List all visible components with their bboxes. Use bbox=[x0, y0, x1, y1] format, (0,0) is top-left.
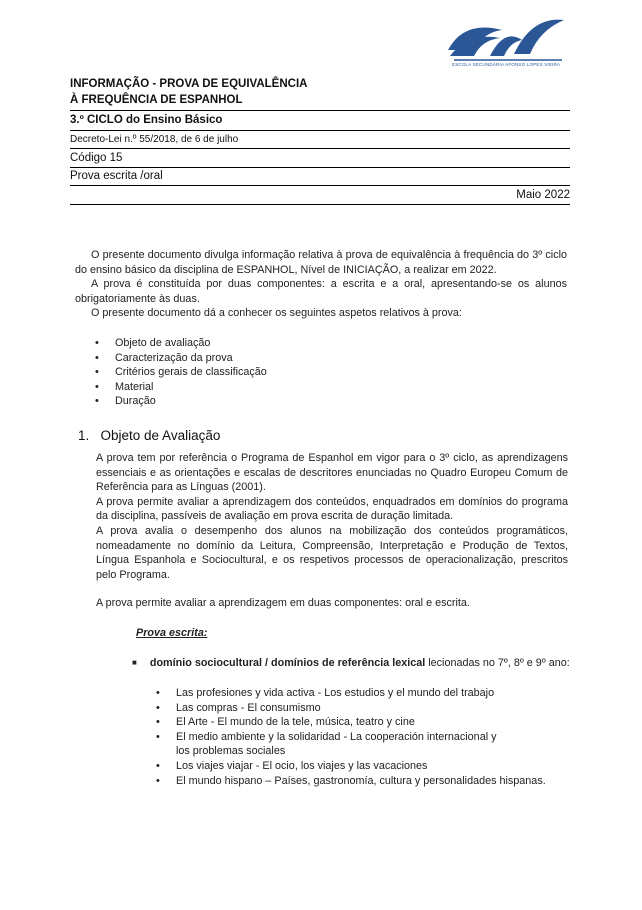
section1-paragraph: A prova permite avaliar a aprendizagem dos conteúdos, enquadrados em domínios do programa da disciplina, passíveis de avaliação em prova escrita de duração limitada. bbox=[96, 495, 568, 523]
list-item: • El medio ambiente y la solidaridad - La cooperación internacional y los problemas sociales bbox=[136, 730, 556, 759]
list-item: • Duração bbox=[75, 394, 567, 409]
header-code: Código 15 bbox=[70, 149, 570, 168]
list-item: • Caracterização da prova bbox=[75, 351, 567, 366]
topics-section bbox=[136, 686, 556, 788]
header-title-line1: INFORMAÇÃO - PROVA DE EQUIVALÊNCIA bbox=[70, 78, 308, 90]
section1-body bbox=[96, 451, 568, 611]
domain-line bbox=[132, 656, 572, 672]
intro-paragraph: A prova é constituída por duas componentes: a escrita e a oral, apresentando-se os alunos obrigatoriamente às duas. bbox=[75, 278, 567, 305]
list-item: • Las profesiones y vida activa - Los estudios y el mundo del trabajo bbox=[136, 686, 556, 701]
domain-bold-text: domínio sociocultural / domínios de referência lexical bbox=[149, 657, 426, 669]
list-item: • Las compras - El consumismo bbox=[136, 701, 556, 716]
topics-list bbox=[136, 686, 556, 788]
intro-paragraph: O presente documento divulga informação relativa à prova de equivalência à frequência do 3º ciclo do ensino básico da disciplina de ESPANHOL, Nível de INICIAÇÃO, a realizar em 2022. bbox=[75, 249, 567, 276]
list-item: • El mundo hispano – Países, gastronomía, cultura y personalidades hispanas. bbox=[136, 774, 556, 789]
section1-paragraph: A prova avalia o desempenho dos alunos na mobilização dos conteúdos programáticos, nomeadamente no domínio da Leitura, Compreensão, Interpretação e Produção de Textos, Língua Espanhola e Sociocultural, e os respetivos processos de operacionalização, prescritos pelo Programa. bbox=[96, 524, 568, 581]
list-item: • El Arte - El mundo de la tele, música, teatro y cine bbox=[136, 715, 556, 730]
domain-rest-text: lecionadas no 7º, 8º e 9º ano: bbox=[425, 657, 570, 669]
list-item: • Critérios gerais de classificação bbox=[75, 365, 567, 380]
logo-caption: ESCOLA SECUNDÁRIA AFONSO LOPES VIEIRA bbox=[452, 62, 561, 67]
header-date: Maio 2022 bbox=[70, 186, 570, 205]
header-exam-type: Prova escrita /oral bbox=[70, 168, 570, 186]
document-header bbox=[70, 76, 570, 205]
intro-paragraph: O presente documento dá a conhecer os seguintes aspetos relativos à prova: bbox=[91, 307, 462, 320]
section1-paragraph: A prova tem por referência o Programa de Espanhol em vigor para o 3º ciclo, as aprendizagens essenciais e as orientações e escalas de descritores enunciadas no Quadro Europeu Comum de Referência para as Línguas (2001). bbox=[96, 452, 568, 494]
written-heading: Prova escrita: bbox=[136, 627, 208, 639]
list-item: • Material bbox=[75, 380, 567, 395]
written-section bbox=[136, 626, 568, 641]
header-cycle: 3.º CICLO do Ensino Básico bbox=[70, 111, 570, 131]
header-decree: Decreto-Lei n.º 55/2018, de 6 de julho bbox=[70, 131, 570, 149]
square-bullet-icon: ■ bbox=[132, 658, 137, 667]
list-item: • Objeto de avaliação bbox=[75, 336, 567, 351]
intro-section bbox=[75, 248, 567, 409]
section-title: 1. Objeto de Avaliação bbox=[78, 428, 221, 443]
school-logo-graphic bbox=[444, 10, 568, 70]
list-item: • Los viajes viajar - El ocio, los viajes y las vacaciones bbox=[136, 759, 556, 774]
aspects-list bbox=[75, 336, 567, 409]
section1-components: A prova permite avaliar a aprendizagem em duas componentes: oral e escrita. bbox=[96, 597, 470, 610]
school-logo bbox=[444, 10, 568, 70]
header-title-line2: À FREQUÊNCIA DE ESPANHOL bbox=[70, 92, 570, 111]
